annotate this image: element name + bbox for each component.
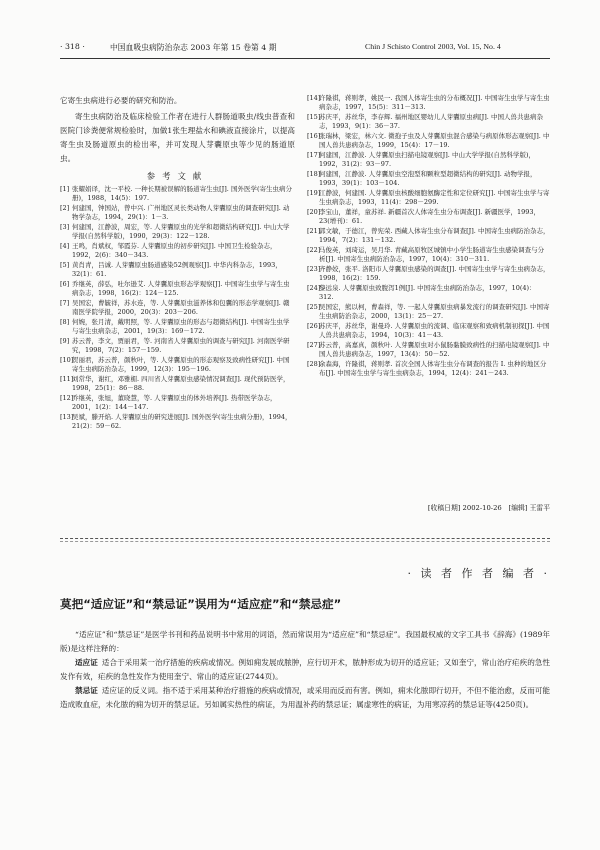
article-body <box>60 628 550 712</box>
reference-item <box>60 223 295 241</box>
reference-text: 贺丽君，苏云普，颜秋叶，等. 人芽囊原虫的形态观察及致病性研究[J]. 中国寄生虫病防治杂志，1999，12(3)：195－196. <box>72 356 290 374</box>
right-column <box>307 94 550 379</box>
reference-number: [26] <box>307 322 321 330</box>
definition-contraindication <box>60 684 550 712</box>
reference-item <box>307 208 550 226</box>
reference-item <box>307 341 550 359</box>
reference-number: [20] <box>307 208 321 216</box>
term-contraindication: 禁忌证 <box>75 686 98 695</box>
reference-text: 苏云普，李文，贾丽君，等. 河南省人芽囊原虫的调查与研究[J]. 河南医学研究，1998，7(2)：157－159. <box>72 337 290 355</box>
journal-title-en: Chin J Schisto Control 2003, Vol. 15, No. 4 <box>365 42 501 51</box>
reference-item <box>307 151 550 169</box>
reference-item <box>307 322 550 340</box>
reference-item <box>307 132 550 150</box>
reference-item <box>307 246 550 264</box>
reference-text: 何建国，江静波. 人芽囊原虫扫描电镜观察[J]. 中山大学学报(自然科学版)，1992，31(2)：93－97. <box>319 151 536 169</box>
reference-item <box>307 360 550 378</box>
section-divider <box>60 538 550 539</box>
reference-list-left <box>60 185 295 431</box>
reference-text: 马俊英，刘琦运，吴月华. 青藏高原牧区城镇中小学生肠道寄生虫感染调查与分析[J]. 中国寄生虫病防治杂志，1997，10(4)：310－311. <box>319 246 545 264</box>
reference-text: 乔继英，张旭，董晓慧，等. 人芽囊原虫的体外培养[J]. 热带医学杂志，2001，1(2)：144－147. <box>72 394 277 412</box>
references-heading: 参考文献 <box>146 171 209 181</box>
reference-item <box>60 185 295 203</box>
reference-item <box>60 261 295 279</box>
reference-item <box>307 170 550 188</box>
reference-text: 何建国，江静波. 人芽囊原虫空泡型和颗粒型超微结构的研究[J]. 动物学报，1993，39(1)：103－104. <box>319 170 537 188</box>
reference-number: [2] <box>60 204 70 212</box>
reference-item <box>60 299 295 317</box>
reference-number: [24] <box>307 284 321 292</box>
article-paragraph-intro: “适应证”和“禁忌证”是医学书刊和药品说明书中常用的词语，然而常误用为“适应症”和“禁忌症”。我国最权威的文字工具书《辞海》(1989年版)是这样注释的： <box>60 630 550 653</box>
reference-number: [10] <box>60 356 74 364</box>
reference-number: [23] <box>307 265 321 273</box>
paragraph-intro: 它寄生虫病进行必要的研究和防治。 <box>60 96 182 105</box>
reference-text: 江静波，何建国. 人芽囊原虫核酸细胞氨酶定性和定位研究[J]. 中国寄生虫学与寄生虫病杂志，1993，11(4)：298－299. <box>319 189 550 207</box>
reference-text: 余森海，许隆祺，蒋则孝. 首次全国人体寄生虫分布调查的报告 Ⅰ. 虫种的地区分布[J]. 中国寄生虫学与寄生虫病杂志，1994，12(4)：241－243. <box>319 360 547 378</box>
section-label: · 读 者 作 者 编 者 · <box>407 567 550 580</box>
reference-text: 吴斌，滕开焰. 人芽囊原虫的研究进展[J]. 国外医学(寄生虫病分册)，1994，21(2)：59－62. <box>72 413 292 431</box>
reference-text: 许隆祺，蒋则孝，姚民一. 我国人体寄生虫的分布概况[J]. 中国寄生虫学与寄生虫病杂志，1997，15(5)：311－313. <box>319 94 550 112</box>
reference-text: 吴国宏，曹毓祥，苏水连，等. 人芽囊原虫滋养体和包囊的形态学观察[J]. 赣南医学院学报，2000，20(3)：203－206. <box>72 299 290 317</box>
reference-item <box>307 113 550 131</box>
left-column <box>60 94 295 432</box>
reference-item <box>307 265 550 283</box>
reference-item <box>60 318 295 336</box>
reference-number: [16] <box>307 132 321 140</box>
reference-text: 郭文敏，于德江，曾宪荣. 西藏人体寄生虫分布调查[J]. 中国寄生虫病防治杂志，1994，7(2)：131－132. <box>319 227 550 245</box>
reference-text: 苏云普，高嘉真，颜秋叶. 人芽囊原虫对小鼠肠黏膜致病性的扫描电镜观察[J]. 中国人兽共患病杂志，1997，13(4)：50－52. <box>319 341 550 359</box>
reference-item <box>60 413 295 431</box>
reference-number: [22] <box>307 246 321 254</box>
reference-text: 黄肖青，吕诚. 人芽囊原虫肠道感染52例观察[J]. 中华内科杂志，1993，32(1)：61. <box>72 261 282 279</box>
reference-text: 黎远泉. 人芽囊原虫致腹泻1例[J]. 中国寄生虫病防治杂志，1997，10(4)：312. <box>319 284 536 302</box>
reference-number: [14] <box>307 94 321 102</box>
reference-number: [5] <box>60 261 70 269</box>
reference-list-right <box>307 94 550 378</box>
reference-item <box>60 375 295 393</box>
reference-number: [3] <box>60 223 70 231</box>
reference-number: [9] <box>60 337 70 345</box>
reference-number: [18] <box>307 170 321 178</box>
term-indication: 适应证 <box>75 658 98 667</box>
reference-text: 王鸣，肖斌权，邹霞芬. 人芽囊原虫的初步研究[J]. 中国卫生检验杂志，1992，2(6)：340－343. <box>72 242 277 260</box>
reference-item <box>307 284 550 302</box>
definition-indication <box>60 656 550 684</box>
reference-number: [6] <box>60 280 70 288</box>
reference-item <box>60 356 295 374</box>
header-rule <box>60 58 550 59</box>
journal-title-cn: 中国血吸虫病防治杂志 2003 年第 15 卷第 4 期 <box>110 43 277 52</box>
received-date-editor: [收稿日期] 2002-10-26 [编辑] 王雷平 <box>427 504 550 512</box>
reference-number: [21] <box>307 227 321 235</box>
reference-text: 乔继英，薛弘，吐尔逊艾. 人芽囊原虫形态学观察[J]. 中国寄生虫学与寄生虫病杂志，1998，16(2)：124－125. <box>72 280 290 298</box>
reference-number: [19] <box>307 189 321 197</box>
reference-item <box>60 204 295 222</box>
reference-number: [28] <box>307 360 321 368</box>
reference-number: [15] <box>307 113 321 121</box>
reference-text: 何婉，张月清，戴明照，等. 人芽囊原虫的形态与超微结构[J]. 中国寄生虫学与寄生虫病杂志，2001，19(3)：169－172. <box>72 318 290 336</box>
reference-text: 苏庆平，苏丝华，李存辉. 福州地区婴幼儿人芽囊原虫病[J]. 中国人兽共患病杂志，1993，9(1)：36－37. <box>319 113 543 131</box>
reference-text: 刘常华，谢红，邓雅楣. 四川省人芽囊原虫感染情况调查[J]. 现代预防医学，1998，25(1)：86－88. <box>72 375 290 393</box>
article-title: 莫把“适应证”和“禁忌证”误用为“适应症”和“禁忌症” <box>60 597 342 611</box>
reference-number: [13] <box>60 413 74 421</box>
reference-item <box>60 394 295 412</box>
reference-item <box>307 303 550 321</box>
running-header <box>60 40 550 56</box>
reference-number: [4] <box>60 242 70 250</box>
reference-text: 苏庆平，苏丝华，谢曼玲. 人芽囊原虫的流调、临床观察和致病机制初探[J]. 中国人兽共患病杂志，1994，10(3)：41－43. <box>319 322 550 340</box>
reference-item <box>307 189 550 207</box>
reference-item <box>307 227 550 245</box>
paragraph-recommendation: 寄生虫病防治及临床检验工作者在进行人群肠道吸虫/线虫普查和医院门诊粪便常规检验时，加做1张生理盐水和碘液直接涂片，以提高寄生虫及肠道原虫的检出率，并可发现人芽囊原虫等少见的肠道原虫。 <box>60 112 295 163</box>
reference-text: 张耀娟译，沈一平校. 一种长期被误解的肠道寄生虫[J]. 国外医学(寄生虫病分册)，1988，14(5)：197. <box>72 185 292 203</box>
definition-contraindication-text: 适应证的反义词。指不适于采用某种治疗措施的疾病或情况，或采用而反而有害。例如，痈未化脓即行切开，不但不能治愈，反而可能造成败血症，未化脓的痈为切开的禁忌证。另如属实热性的病证，为用温补药的禁忌证；属虚寒性的病证，为用寒凉药的禁忌证等(4250页)。 <box>60 686 550 709</box>
reference-item <box>60 337 295 355</box>
reference-number: [17] <box>307 151 321 159</box>
reference-number: [1] <box>60 185 70 193</box>
reference-number: [25] <box>307 303 321 311</box>
reference-text: 何建国，钟国站，曾中兴. 广州地区灵长类动物人芽囊原虫的调查研究[J]. 动物学杂志，1994，29(1)：1－3. <box>72 204 290 222</box>
reference-item <box>307 94 550 112</box>
reference-number: [8] <box>60 318 70 326</box>
reference-number: [11] <box>60 375 74 383</box>
reference-text: 张瑞林，梁宏，林六文. 微孢子虫及人芽囊原虫混合感染与病原体形态观察[J]. 中国人兽共患病杂志，1999，15(4)：17－19. <box>319 132 550 150</box>
reference-item <box>60 242 295 260</box>
reference-text: 吴国宏，熊以柯，曹森祥，等. 一起人芽囊原虫病暴发流行的调查研究[J]. 中国寄生虫病防治杂志，2000，13(1)：25－27. <box>319 303 550 321</box>
section-divider-secondary <box>60 541 550 542</box>
reference-number: [27] <box>307 341 321 349</box>
definition-indication-text: 适合于采用某一治疗措施的疾病或情况。例如痈发展成脓肿，应行切开术，脓肿形成为切开的适应证；又如奎宁，常山治疗疟疾的急性发作有效，疟疾的急性发作为使用奎宁、常山的适应证(2744页)。 <box>60 658 550 681</box>
reference-text: 齐静姣，张平. 洛阳市人芽囊原虫感染的调查[J]. 中国寄生虫学与寄生虫病杂志，1998，16(2)：159. <box>319 265 550 283</box>
reference-item <box>60 280 295 298</box>
reference-number: [12] <box>60 394 74 402</box>
reference-number: [7] <box>60 299 70 307</box>
reference-text: 何建国，江静波，周宏，等. 人芽囊原虫的光学和超微结构研究[J]. 中山大学学报(自然科学版)，1990，29(3)：122－128. <box>72 223 290 241</box>
reference-text: 李宝山，董祥，童苏祥. 新疆首次人体寄生虫分布调查[J]. 新疆医学，1993，23(增刊)：61. <box>319 208 540 226</box>
page-number: · 318 · <box>60 42 85 51</box>
